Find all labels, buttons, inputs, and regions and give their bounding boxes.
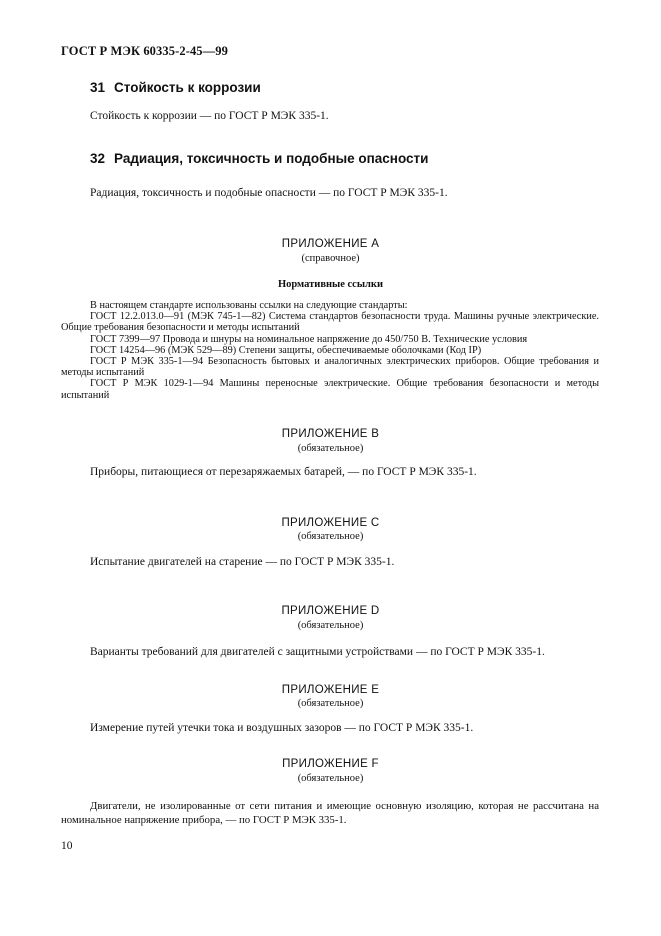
reference-item: ГОСТ 7399—97 Провода и шнуры на номинальное напряжение до 450/750 В. Технические условия bbox=[90, 333, 528, 345]
appendix-c-title: ПРИЛОЖЕНИЕ С bbox=[281, 517, 380, 529]
appendix-e-title: ПРИЛОЖЕНИЕ Е bbox=[281, 684, 380, 696]
appendix-b-text: Приборы, питающиеся от перезаряжаемых батарей, — по ГОСТ Р МЭК 335-1. bbox=[90, 466, 477, 478]
appendix-b-kind: (обязательное) bbox=[297, 443, 364, 454]
appendix-c-kind: (обязательное) bbox=[297, 531, 364, 542]
appendix-d-kind: (обязательное) bbox=[297, 620, 364, 631]
appendix-a-heading: Нормативные ссылки bbox=[277, 279, 384, 290]
appendix-a-kind: (справочное) bbox=[301, 253, 360, 264]
reference-item: ГОСТ 12.2.013.0—91 (МЭК 745-1—82) Система стандартов безопасности труда. Машины ручные электрические. Общие требования безопасности и методы испытаний bbox=[61, 311, 599, 334]
appendix-b-title: ПРИЛОЖЕНИЕ В bbox=[281, 428, 380, 440]
page-number: 10 bbox=[61, 840, 73, 852]
appendix-f-text bbox=[61, 799, 599, 827]
section-text-32: Радиация, токсичность и подобные опасности — по ГОСТ Р МЭК 335-1. bbox=[90, 187, 448, 199]
reference-item: ГОСТ Р МЭК 335-1—94 Безопасность бытовых и аналогичных электрических приборов. Общие требования и методы испытаний bbox=[61, 356, 599, 379]
document-id-header: ГОСТ Р МЭК 60335-2-45—99 bbox=[61, 44, 228, 58]
appendix-a-title: ПРИЛОЖЕНИЕ А bbox=[281, 238, 380, 250]
section-number: 32 bbox=[90, 151, 106, 166]
section-title: Стойкость к коррозии bbox=[114, 80, 261, 95]
appendix-e-kind: (обязательное) bbox=[297, 698, 364, 709]
appendix-f-title: ПРИЛОЖЕНИЕ F bbox=[282, 758, 379, 770]
appendix-f-paragraph: Двигатели, не изолированные от сети питания и имеющие основную изоляцию, которая не рассчитана на номинальное напряжение прибора, — по ГОСТ Р МЭК 335-1. bbox=[61, 800, 599, 826]
section-number: 31 bbox=[90, 80, 106, 95]
appendix-d-text: Варианты требований для двигателей с защитными устройствами — по ГОСТ Р МЭК 335-1. bbox=[90, 646, 545, 658]
section-text-31: Стойкость к коррозии — по ГОСТ Р МЭК 335-1. bbox=[90, 110, 329, 122]
normative-references bbox=[61, 300, 599, 401]
reference-item: ГОСТ 14254—96 (МЭК 529—89) Степени защиты, обеспечиваемые оболочками (Код IP) bbox=[90, 344, 482, 356]
reference-item: ГОСТ Р МЭК 1029-1—94 Машины переносные электрические. Общие требования безопасности и методы испытаний bbox=[61, 378, 599, 401]
appendix-e-text: Измерение путей утечки тока и воздушных зазоров — по ГОСТ Р МЭК 335-1. bbox=[90, 722, 474, 734]
appendix-d-title: ПРИЛОЖЕНИЕ D bbox=[281, 605, 380, 617]
section-heading-32 bbox=[90, 151, 428, 166]
appendix-c-text: Испытание двигателей на старение — по ГОСТ Р МЭК 335-1. bbox=[90, 556, 395, 568]
section-title: Радиация, токсичность и подобные опасности bbox=[114, 151, 429, 166]
appendix-f-kind: (обязательное) bbox=[297, 773, 364, 784]
section-heading-31 bbox=[90, 80, 261, 95]
references-intro: В настоящем стандарте использованы ссылки на следующие стандарты: bbox=[90, 300, 408, 311]
